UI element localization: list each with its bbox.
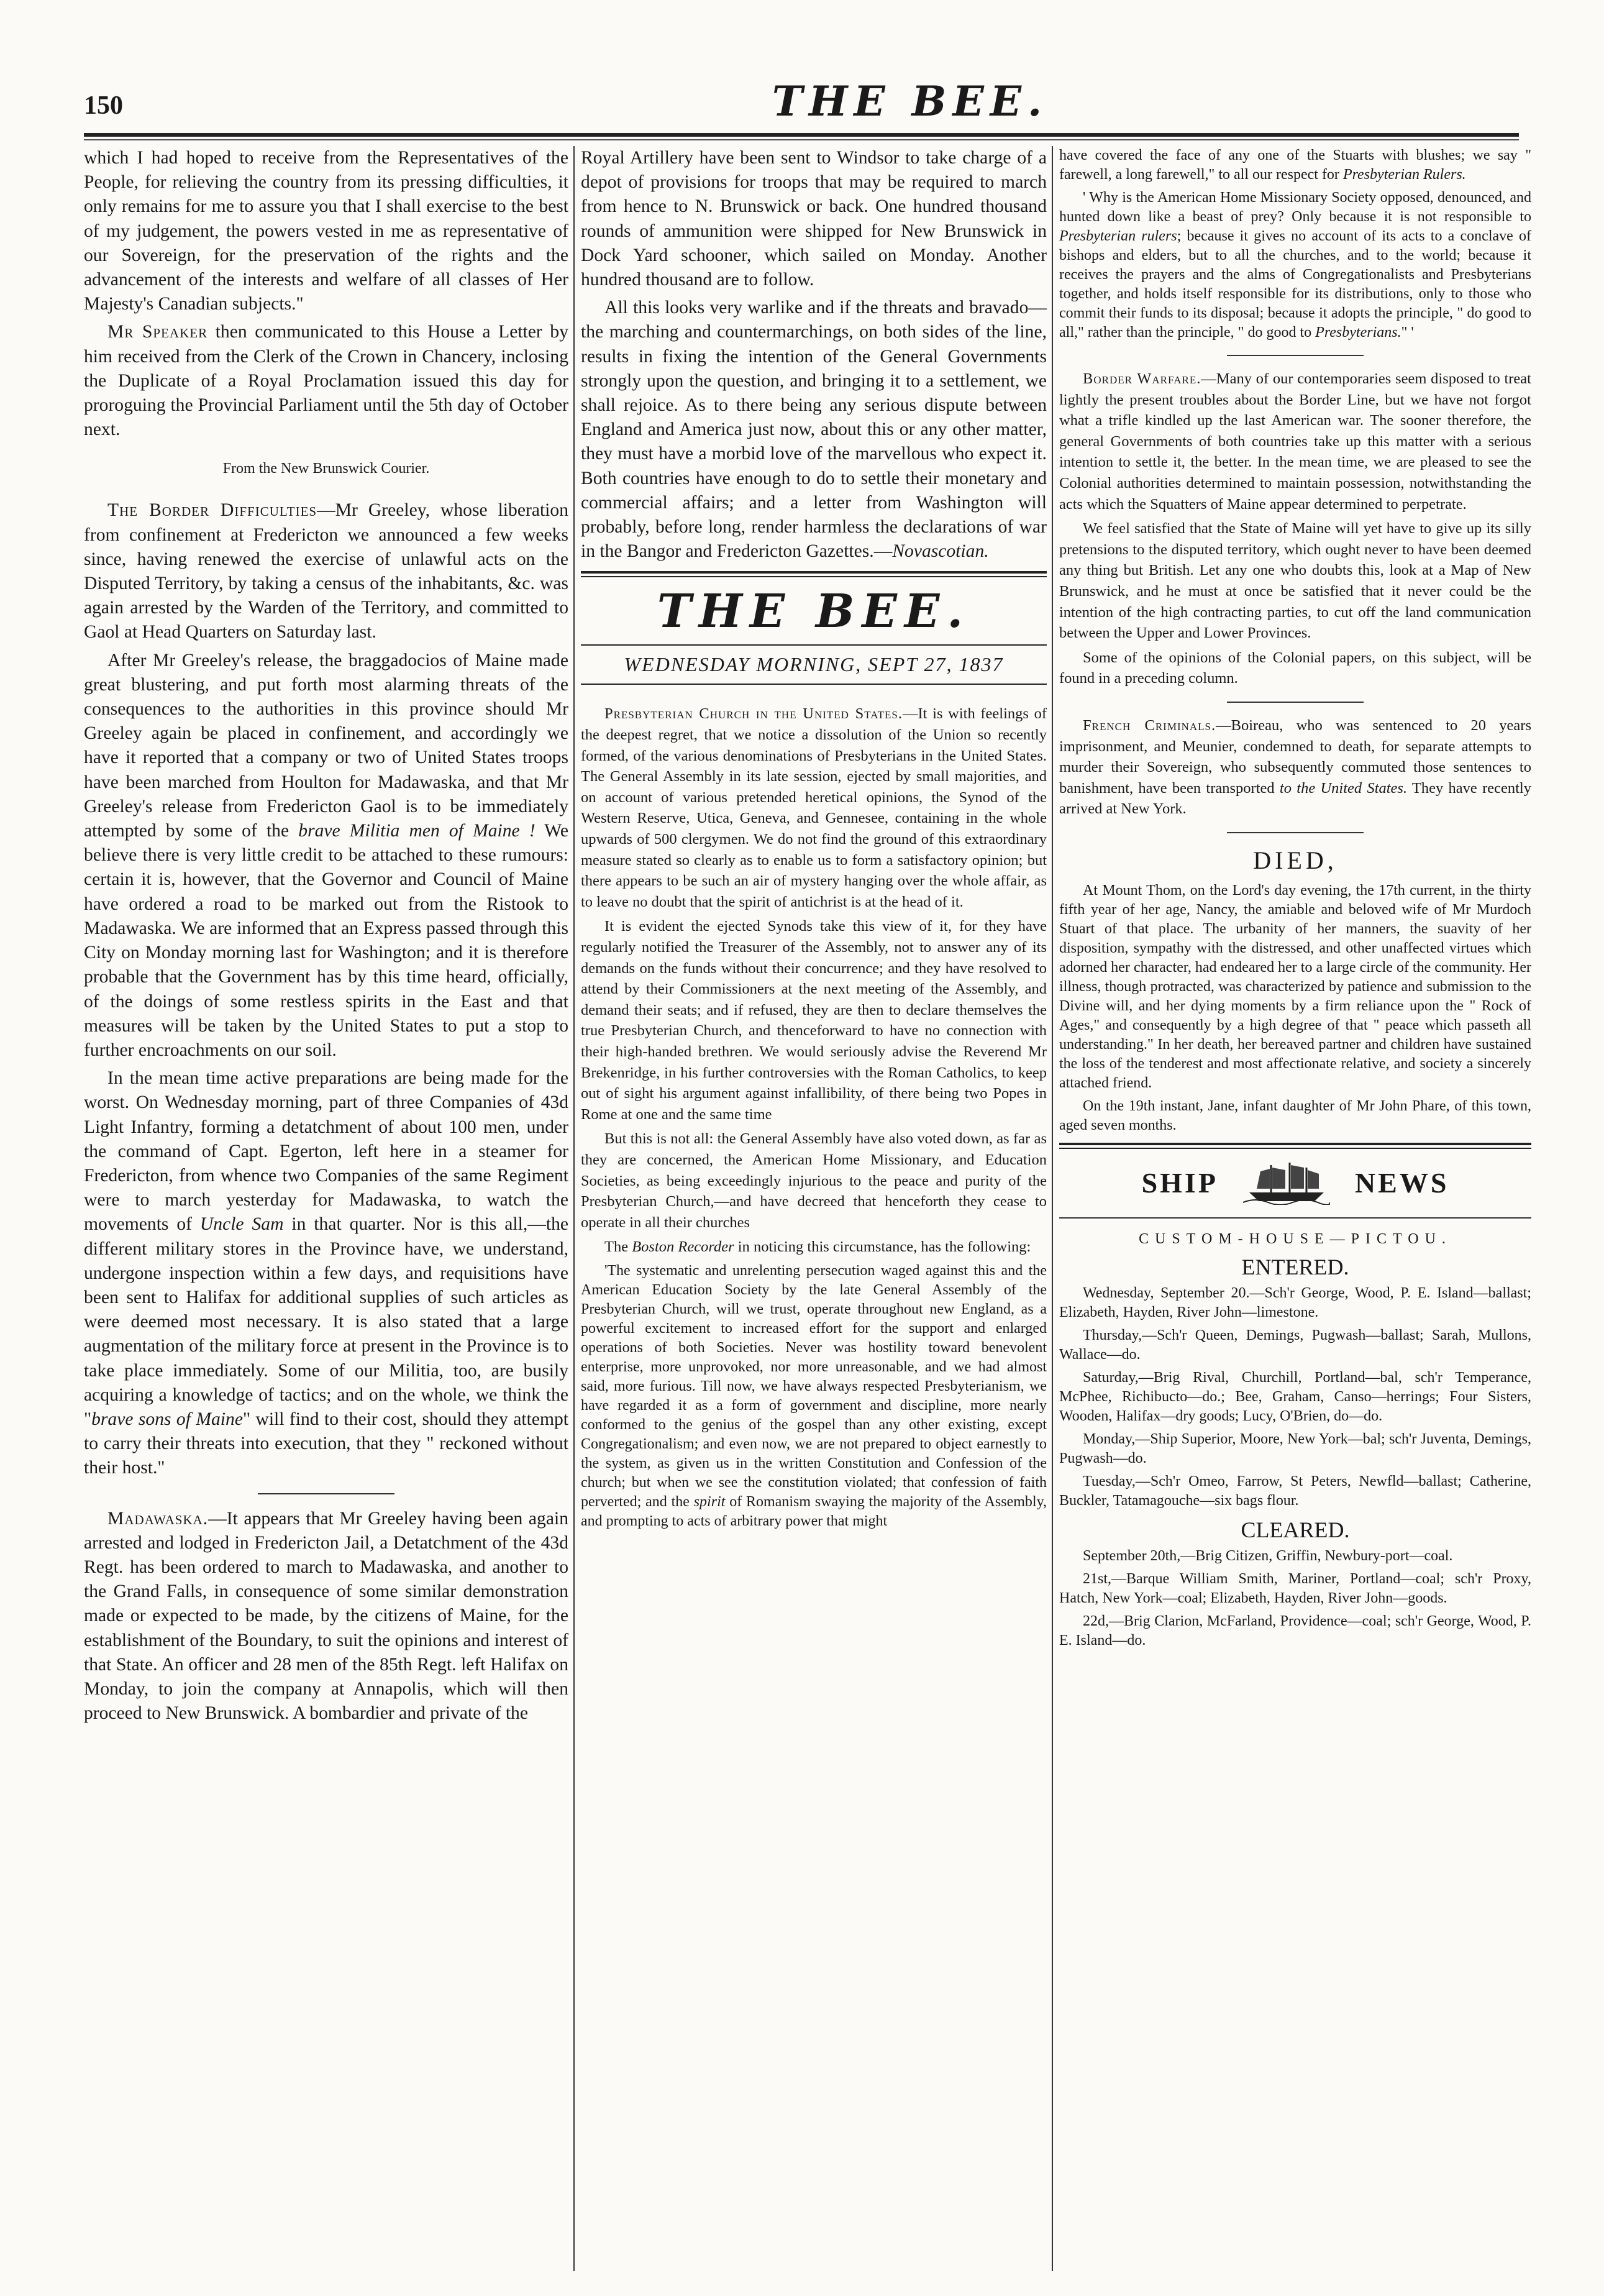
column-divider [573,146,575,2271]
obituary-paragraph: On the 19th instant, Jane, infant daughter of Mr John Phare, of this town, aged seven months. [1059,1097,1531,1133]
article-paragraph: The Boston Recorder in noticing this circumstance, has the following: [604,1238,1031,1256]
article-paragraph: We feel satisfied that the State of Maine will yet have to give up its silly pretensions to the disputed territory, which ought never to have been deemed any thing but British. Let any one who doubts this, look at a Map of New Brunswick, and he must at once be satisfied that it never could be the intention of the high contracting parties, to cut off the land communication between the Upper and Lower Provinces. [1059,520,1531,642]
separator [1059,1143,1531,1149]
shipping-entry: 22d,—Brig Clarion, McFarland, Providence—coal; sch'r George, Wood, P. E. Island—do. [1059,1612,1531,1649]
shipping-entry: Tuesday,—Sch'r Omeo, Farrow, St Peters, Newfld—ballast; Catherine, Buckler, Tatamagouche—six bags flour. [1059,1473,1531,1509]
quoted-paragraph: ' Why is the American Home Missionary Society opposed, denounced, and hunted down like a beast of prey? Only because it is not responsible to Presbyterian rulers; because it gives no account of its acts to a conclave of bishops and elders, but to all the churches, and to the world; because it receives the prayers and the alms of Congregationalists and Presbyterians together, and holds itself responsible for its distributions, only to those who commit their funds to its disposal; because it adopts the principle, " do good to all," rather than the principle, " do good to Presbyterians." ' [1059,190,1532,341]
quoted-paragraph: 'The systematic and unrelenting persecution waged against this and the American Education Society by the late General Assembly of the Presbyterian Church, will we trust, operate throughout new England, as a powerful excitement to increased effort for the support and enlarged operations of both Societies. Never was hostility toward benevolent enterprise, more unprovoked, nor more unreasonable, and we had almost said, more furious. Till now, we have always respected Presbyterianism, we have regarded it as a form of government and discipline, more nearly conformed to the genius of the gospel than any other existing, except Congregationalism; and even now, we are not prepared to object earnestly to the system, as given us in the written Constitution and Confession of the church; but when we see the constitution violated; that confession of faith perverted; and the spirit of Romanism swaying the majority of the Assembly, and prompting to acts of arbitrary power that might [581,1262,1047,1529]
article-paragraph: The Border Difficulties—Mr Greeley, whose liberation from confinement at Fredericton we announced a few weeks since, having renewed the exercise of unlawful acts on the Disputed Territory, by taking a census of the inhabitants, &c. was again arrested by the Warden of the Territory, and committed to Gaol at Head Quarters on Saturday last. [84,500,568,643]
shipping-entry: Thursday,—Sch'r Queen, Demings, Pugwash—ballast; Sarah, Mullons, Wallace—do. [1059,1327,1531,1363]
column-divider [1052,146,1053,2271]
article-paragraph: Mr Speaker then communicated to this House a Letter by him received from the Clerk of the Crown in Chancery, inclosing the Duplicate of a Royal Proclamation issued this day for proroguing the Provincial Parliament until the 5th day of October next. [84,322,568,440]
article-paragraph: It is evident the ejected Synods take this view of it, for they have regularly notified the Treasurer of the Assembly, not to answer any of its demands on the funds without their concurrence; and they have resolved to attend by their Commissioners at the next meeting of the Assembly, and demand their seats; and if refused, they are then to declare themselves the true Presbyterian Church, and thenceforward to have no connection with their high-handed brethren. We would seriously advise the Reverend Mr Brekenridge, in his further controversies with the Roman Catholics, to keep out of sight his argument against infallibility, of there being two Popes in Rome at one and the same time [581,918,1047,1123]
header-rule-thin [84,139,1519,140]
shipping-entry: Wednesday, September 20.—Sch'r George, Wood, P. E. Island—ballast; Elizabeth, Hayden, River John—limestone. [1059,1284,1531,1320]
article-paragraph: Royal Artillery have been sent to Windsor to take charge of a depot of provisions for troops that may be required to march from hence to N. Brunswick or back. One hundred thousand rounds of ammunition were shipped for New Brunswick in Dock Yard schooner, which sailed on Monday. Another hundred thousand are to follow. [581,148,1047,290]
dateline: WEDNESDAY MORNING, SEPT 27, 1837 [581,644,1047,685]
separator [1059,1217,1531,1219]
ship-news-heading [1059,1161,1531,1205]
separator [258,1493,394,1494]
shipping-entry: Monday,—Ship Superior, Moore, New York—bal; sch'r Juventa, Demings, Pugwash—do. [1059,1430,1531,1466]
article-paragraph: Madawaska.—It appears that Mr Greeley having been again arrested and lodged in Fredericton Jail, a Detatchment of the 43d Regt. has been ordered to march to Madawaska, and another to the Grand Falls, in consequence of some similar demonstration made or expected to be made, by the citizens of Maine, for the establishment of the Boundary, to suit the opinions and interest of that State. An officer and 28 men of the 85th Regt. left Halifax on Monday, to join the company at Annapolis, which will then proceed to New Brunswick. A bombardier and private of the [84,1508,568,1724]
custom-house-heading: CUSTOM-HOUSE—PICTOU. [1139,1230,1452,1247]
separator [1227,355,1364,356]
running-header [84,73,1519,132]
column-1 [84,146,568,1729]
article-paragraph: French Criminals.—Boireau, who was sentenced to 20 years imprisonment, and Meunier, condemned to death, for separate attempts to murder their Sovereign, who subsequently commuted those sentences to banishment, have been transported to the United States. They have recently arrived at New York. [1059,716,1531,818]
article-paragraph: Border Warfare.—Many of our contemporaries seem disposed to treat lightly the present troubles about the Border Line, but we have not forgot what a trifle kindled up the last American war. The sooner therefore, the general Governments of both countries take up this matter with a serious intention to settle it, the better. In the mean time, we are pleased to see the Colonial authorities determined to maintain possession, notwithstanding the acts which the Squatters of Maine appear determined to perpetrate. [1059,370,1531,513]
quoted-paragraph: have covered the face of any one of the Stuarts with blushes; we say " farewell, a long farewell," to all our respect for Presbyterian Rulers. [1059,147,1531,183]
article-paragraph: which I had hoped to receive from the Representatives of the People, for relieving the country from its pressing difficulties, it only remains for me to assure you that I shall exercise to the best of my judgement, the powers vested in me as representative of our Sovereign, for the preservation of the rights and the advancement of the interests and welfare of all classes of Her Majesty's Canadian subjects." [84,148,568,314]
source-credit: From the New Brunswick Courier. [222,460,430,477]
separator [1227,832,1364,833]
header-rule [84,133,1519,137]
ship-news-word: NEWS [1354,1167,1449,1199]
article-paragraph: In the mean time active preparations are being made for the worst. On Wednesday morning, part of three Companies of 43d Light Infantry, forming a detatchment of about 100 men, under the command of Capt. Egerton, left here in a steamer for Fredericton, from whence two Companies of the same Regiment were to march yesterday for Madawaska, to watch the movements of Uncle Sam in that quarter. Nor is this all,—the different military stores in the Province have, we understand, undergone inspection within a few days, and requisitions have been sent to Halifax for additional supplies of such articles as were deemed most necessary. It is also stated that a large augmentation of the military force at present in the Province is to take place immediately. Some of our Militia, too, are busily acquiring a knowledge of tactics; and on the whole, we think the "brave sons of Maine" will find to their cost, should they attempt to carry their threats into execution, that they " reckoned without their host." [84,1068,568,1478]
article-paragraph: But this is not all: the General Assembly have also voted down, as far as they are concerned, the American Home Missionary, and Education Societies, as being exceedingly injurious to the peace and purity of the Presbyterian Church,—and have decreed that henceforth they cease to operate in all their churches [581,1130,1047,1231]
separator [1227,702,1364,703]
page-number: 150 [84,91,123,120]
ship-news-word: SHIP [1141,1167,1218,1199]
cleared-heading: CLEARED. [1241,1517,1350,1542]
masthead: THE BEE. [657,585,971,639]
column-2 [581,146,1047,1535]
shipping-entry: September 20th,—Brig Citizen, Griffin, Newbury-port—coal. [1083,1547,1453,1564]
article-paragraph: All this looks very warlike and if the threats and bravado—the marching and countermarchings, on both sides of the line, results in fixing the intention of the General Governments strongly upon the question, and bringing it to a settlement, we shall rejoice. As to there being any serious dispute between England and America just now, about this or any other matter, they must have a morbid love of the marvellous who expect it. Both countries have enough to do to settle their monetary and commercial affairs; and a letter from Washington will probably, before long, render harmless the declarations of war in the Bangor and Fredericton Gazettes.—Novascotian. [581,298,1047,562]
ship-icon [1243,1161,1330,1205]
column-3 [1059,146,1531,1654]
article-paragraph: After Mr Greeley's release, the braggadocios of Maine made great blustering, and put forth most alarming threats of the consequences to the authorities in this province should Mr Greeley again be placed in confinement, and accordingly we have it reported that a company or two of United States troops have been marched from Houlton for Madawaska, and that Mr Greeley's release from Fredericton Gaol is to be immediately attempted by some of the brave Militia men of Maine ! We believe there is very little credit to be attached to these rumours: certain it is, however, that the Governor and Council of Maine have ordered a road to be marked out from the Ristook to Madawaska. We are informed that an Express passed through this City on Monday morning last for Washington; and it is therefore probable that the Government has by this time heard, officially, of the doings of some restless spirits in the East and that measures will be taken by the United States to put a stop to further encroachments on our soil. [84,650,569,1060]
shipping-entry: 21st,—Barque William Smith, Mariner, Portland—coal; sch'r Proxy, Hatch, New York—coal; Elizabeth, Hayden, River John—goods. [1059,1570,1531,1606]
masthead-small: THE BEE. [772,77,1049,126]
obituary-heading: DIED, [1253,846,1337,874]
obituary-paragraph: At Mount Thom, on the Lord's day evening, the 17th current, in the thirty fifth year of her age, Nancy, the amiable and beloved wife of Mr Murdoch Stuart of that place. The urbanity of her manners, the suavity of her disposition, sympathy with the distressed, and other unaffected virtues which adorned her character, had endeared her to a large circle of the community. Her illness, though protracted, was characterized by patience and submission to the Divine will, and her dying moments by a firm reliance upon the " Rock of Ages," and consequently by a high degree of that " peace which passeth all understanding." In her death, her bereaved partner and children have sustained the loss of the tenderest and most affectionate relative, and society a sincerely attached friend. [1059,882,1531,1091]
shipping-entry: Saturday,—Brig Rival, Churchill, Portland—bal, sch'r Temperance, McPhee, Richibucto—do.; Bee, Graham, Canso—herrings; Four Sisters, Wooden, Halifax—dry goods; Lucy, O'Brien, do—do. [1059,1369,1531,1424]
separator [581,571,1047,577]
article-paragraph: Some of the opinions of the Colonial papers, on this subject, will be found in a preceding column. [1059,649,1531,687]
article-paragraph: Presbyterian Church in the United States.—It is with feelings of the deepest regret, that we notice a dissolution of the Union so recently formed, of the various denominations of Presbyterians in the United States. The General Assembly in its late session, ejected by small majorities, and on account of various pretended heretical opinions, the Synod of the Western Reserve, Utica, Geneva, and Gennesee, containing in the whole upwards of 500 clergymen. We do not find the ground of this extraordinary measure stated so clearly as to enable us to form a satisfactory opinion; but there appears to be such an air of mystery hanging over the whole affair, as to leave no doubt that the spirit of antichrist is at the head of it. [581,705,1047,910]
entered-heading: ENTERED. [1241,1254,1349,1279]
